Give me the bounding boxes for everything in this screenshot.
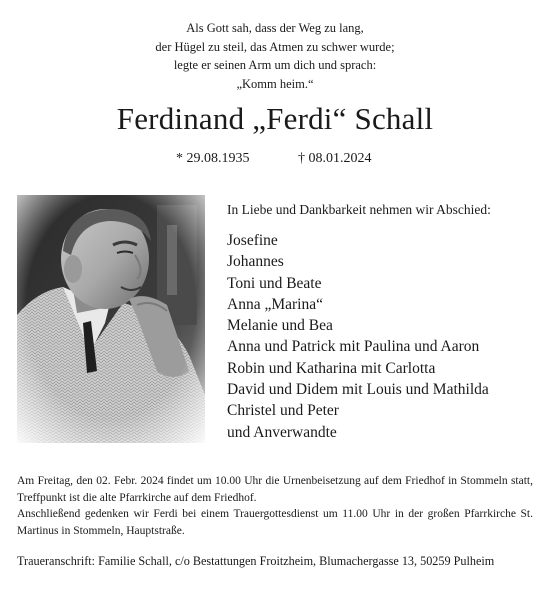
list-item: Christel und Peter <box>227 402 339 420</box>
list-item: Anna und Patrick mit Paulina und Aaron <box>227 338 480 356</box>
poem-line: „Komm heim.“ <box>236 76 314 91</box>
burial-paragraph: Am Freitag, den 02. Febr. 2024 findet um 10.00 Uhr die Urnenbeisetzung auf dem Friedhof in Stommeln statt, Treffpunkt ist die alte Pfarrkirche auf dem Friedhof. <box>17 475 533 504</box>
deceased-name: Ferdinand „Ferdi“ Schall <box>116 101 434 136</box>
poem-line: Als Gott sah, dass der Weg zu lang, <box>186 21 364 35</box>
poem-line: der Hügel zu steil, das Atmen zu schwer wurde; <box>155 39 395 54</box>
death-date: † 08.01.2024 <box>298 151 372 166</box>
list-item: David und Didem mit Louis und Mathilda <box>227 381 489 399</box>
list-item: Anna „Marina“ <box>227 295 323 313</box>
list-item: Johannes <box>227 253 284 271</box>
service-paragraph: Anschließend gedenken wir Ferdi bei einem Trauergottesdienst um 11.00 Uhr in der großen Pfarrkirche St. Martinus in Stommeln, Hauptstraße. <box>17 508 533 537</box>
portrait-photo <box>17 195 205 443</box>
poem <box>0 19 550 93</box>
list-item: und Anverwandte <box>227 423 337 441</box>
list-item: Toni und Beate <box>227 274 322 292</box>
mourners-list <box>227 230 489 443</box>
list-item: Melanie und Bea <box>227 317 333 335</box>
farewell-intro: In Liebe und Dankbarkeit nehmen wir Abschied: <box>227 202 491 217</box>
list-item: Robin und Katharina mit Carlotta <box>227 359 436 377</box>
list-item: Josefine <box>227 232 278 249</box>
mourning-address: Traueranschrift: Familie Schall, c/o Bestattungen Froitzheim, Blumachergasse 13, 50259 Pulheim <box>17 554 495 568</box>
birth-date: * 29.08.1935 <box>176 151 250 166</box>
poem-line: legte er seinen Arm um dich und sprach: <box>173 58 377 72</box>
